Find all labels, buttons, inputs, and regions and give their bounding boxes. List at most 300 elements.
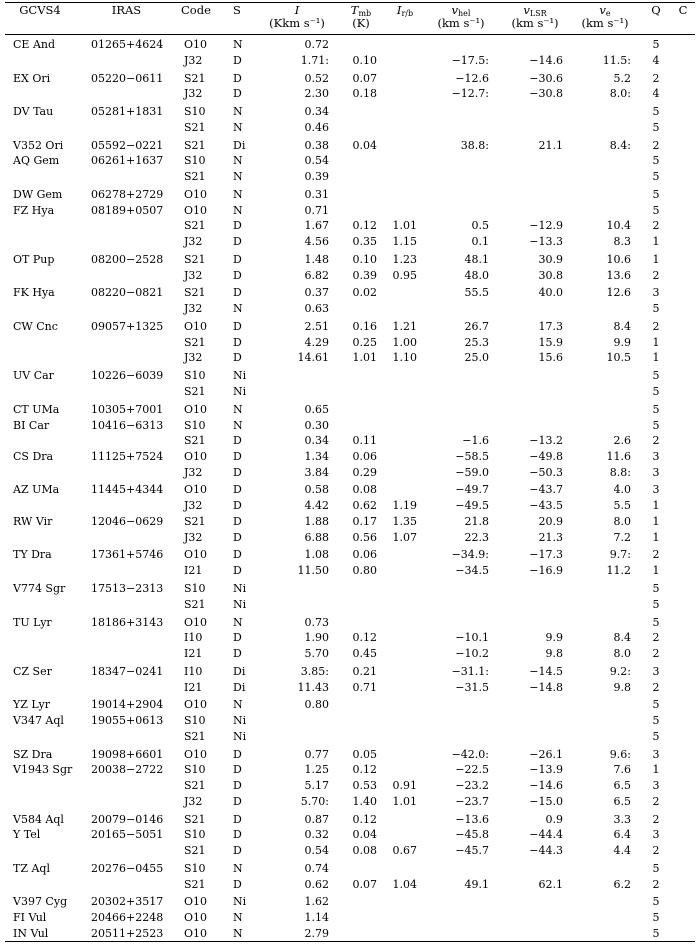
cell-ve: 11.2 <box>606 564 631 578</box>
cell-vlsr: 62.1 <box>538 877 563 891</box>
cell-vlsr: 30.8 <box>538 268 563 282</box>
cell-q: 3 <box>652 286 660 300</box>
cell-q: 3 <box>652 483 660 497</box>
cell-q: 2 <box>652 219 660 233</box>
cell-vhel: −12.6 <box>455 71 489 85</box>
cell-q: 3 <box>652 828 660 842</box>
cell-s: D <box>233 465 242 479</box>
table-row <box>5 153 695 169</box>
cell-gcvs: DW Gem <box>13 187 63 201</box>
cell-ve: 11.5: <box>602 53 631 67</box>
cell-code: S10 <box>184 714 206 727</box>
cell-tmb: 0.02 <box>352 286 377 300</box>
cell-s: N <box>233 911 243 925</box>
cell-gcvs: FK Hya <box>13 286 55 300</box>
cell-code: J32 <box>184 235 203 248</box>
cell-ve: 9.2: <box>609 664 631 678</box>
cell-s: D <box>233 252 242 266</box>
cell-i: 1.67 <box>304 219 329 233</box>
table-row <box>5 794 695 810</box>
cell-code: O10 <box>184 698 208 712</box>
cell-vhel: 25.0 <box>464 351 489 365</box>
table-row <box>5 498 695 514</box>
cell-gcvs: V774 Sgr <box>13 582 66 595</box>
cell-iras: 20511+2523 <box>91 926 164 940</box>
cell-code: S21 <box>184 219 206 233</box>
cell-iras: 05281+1831 <box>91 105 164 119</box>
cell-gcvs: RW Vir <box>13 514 53 528</box>
cell-vlsr: −26.1 <box>529 747 563 761</box>
cell-i: 6.82 <box>304 268 329 282</box>
table-row <box>5 747 695 763</box>
cell-q: 2 <box>652 646 660 660</box>
cell-iras: 12046−0629 <box>91 514 164 528</box>
cell-iras: 08220−0821 <box>91 286 164 300</box>
header-c: C <box>678 3 688 17</box>
table-row <box>5 433 695 449</box>
cell-q: 5 <box>652 615 660 629</box>
cell-i: 6.88 <box>304 530 329 544</box>
cell-i: 0.58 <box>304 483 329 497</box>
header-intensity: I (Kkm s⁻¹) <box>269 3 325 30</box>
cell-gcvs: CZ Ser <box>13 664 52 678</box>
cell-tmb: 0.10 <box>352 252 377 266</box>
cell-code: S10 <box>184 582 206 595</box>
cell-code: O10 <box>184 926 208 940</box>
table-row <box>5 465 695 481</box>
cell-tmb: 0.12 <box>352 763 377 777</box>
cell-vhel: −31.1: <box>451 664 489 678</box>
cell-gcvs: TU Lyr <box>13 615 52 629</box>
cell-code: S10 <box>184 828 206 842</box>
cell-s: Di <box>233 680 246 694</box>
cell-vhel: −22.5 <box>455 763 489 777</box>
cell-iras: 19014+2904 <box>91 698 164 712</box>
cell-iras: 18186+3143 <box>91 615 164 629</box>
table-row <box>5 581 695 597</box>
cell-s: Ni <box>233 729 247 743</box>
cell-code: S10 <box>184 861 206 875</box>
cell-gcvs: TY Dra <box>13 548 52 562</box>
table-row <box>5 713 695 729</box>
cell-ve: 4.0 <box>613 483 631 497</box>
cell-s: N <box>233 861 243 875</box>
cell-ve: 13.6 <box>606 268 631 282</box>
cell-s: N <box>233 418 243 432</box>
cell-ve: 4.4 <box>613 844 631 857</box>
cell-s: N <box>233 926 243 940</box>
cell-i: 1.48 <box>304 252 329 266</box>
cell-vhel: −10.2 <box>455 646 489 660</box>
cell-tmb: 0.11 <box>352 434 377 448</box>
cell-vlsr: −14.8 <box>529 680 563 694</box>
table-row <box>5 762 695 778</box>
cell-i: 0.72 <box>304 38 329 51</box>
table-row <box>5 86 695 102</box>
cell-q: 5 <box>652 861 660 875</box>
cell-code: S21 <box>184 877 206 891</box>
cell-irb: 0.91 <box>392 779 417 792</box>
cell-q: 2 <box>652 548 660 562</box>
cell-tmb: 0.45 <box>352 646 377 660</box>
table-row <box>5 384 695 400</box>
cell-iras: 18347−0241 <box>91 664 164 678</box>
cell-q: 5 <box>652 38 660 51</box>
table-row <box>5 169 695 185</box>
cell-iras: 20302+3517 <box>91 895 164 909</box>
table-row <box>5 252 695 268</box>
cell-ve: 9.6: <box>609 747 631 761</box>
cell-q: 5 <box>652 729 660 743</box>
table-row <box>5 71 695 87</box>
cell-ve: 8.0 <box>613 646 631 660</box>
cell-tmb: 0.71 <box>352 680 377 694</box>
cell-s: N <box>233 302 243 316</box>
cell-irb: 1.01 <box>392 219 417 233</box>
cell-ve: 7.6 <box>613 763 631 777</box>
cell-code: S21 <box>184 779 206 792</box>
cell-q: 3 <box>652 449 660 463</box>
cell-vhel: −34.5 <box>455 564 489 578</box>
cell-code: O10 <box>184 203 208 217</box>
cell-gcvs: AZ UMa <box>13 483 60 497</box>
cell-code: O10 <box>184 449 208 463</box>
cell-gcvs: V397 Cyg <box>13 895 68 909</box>
cell-ve: 9.9 <box>613 335 631 349</box>
table-row <box>5 482 695 498</box>
cell-code: O10 <box>184 548 208 562</box>
cell-s: Ni <box>233 369 247 383</box>
cell-vhel: 49.1 <box>464 877 489 891</box>
cell-tmb: 0.56 <box>352 530 377 544</box>
cell-code: S21 <box>184 138 206 152</box>
cell-s: D <box>233 564 242 578</box>
cell-vlsr: 30.9 <box>538 252 563 266</box>
cell-q: 4 <box>652 87 660 101</box>
cell-s: D <box>233 235 242 248</box>
cell-tmb: 0.10 <box>352 53 377 67</box>
cell-code: J32 <box>184 530 203 544</box>
cell-vhel: −12.7: <box>451 87 489 101</box>
cell-iras: 19098+6601 <box>91 747 164 761</box>
cell-q: 4 <box>652 53 660 67</box>
cell-vlsr: −17.3 <box>529 548 563 562</box>
cell-code: I21 <box>184 680 203 694</box>
cell-s: D <box>233 844 242 857</box>
cell-tmb: 0.35 <box>352 235 377 248</box>
cell-q: 3 <box>652 779 660 792</box>
cell-q: 1 <box>652 235 660 248</box>
cell-ve: 8.8: <box>609 465 631 479</box>
cell-q: 2 <box>652 71 660 85</box>
table-row <box>5 812 695 828</box>
cell-q: 1 <box>652 335 660 349</box>
cell-gcvs: V347 Aql <box>13 714 64 727</box>
cell-ve: 8.0 <box>613 514 631 528</box>
header-ve: $v_e$ (km s⁻¹) <box>581 3 629 30</box>
header-vlsr: $v_{LSR}$ (km s⁻¹) <box>511 3 559 30</box>
cell-s: Ni <box>233 895 247 909</box>
cell-i: 4.56 <box>304 235 329 248</box>
cell-vhel: −23.7 <box>455 794 489 808</box>
header-q: Q <box>651 3 661 17</box>
cell-s: D <box>233 548 242 562</box>
cell-gcvs: EX Ori <box>13 71 51 85</box>
cell-iras: 05220−0611 <box>91 71 164 85</box>
cell-s: D <box>233 530 242 544</box>
cell-ve: 12.6 <box>606 286 631 300</box>
cell-code: O10 <box>184 402 208 416</box>
cell-tmb: 0.80 <box>352 564 377 578</box>
cell-gcvs: UV Car <box>13 369 54 383</box>
cell-vhel: 21.8 <box>464 514 489 528</box>
cell-s: D <box>233 631 242 645</box>
cell-i: 0.38 <box>304 138 329 152</box>
header-rule <box>5 34 695 35</box>
cell-vlsr: −49.8 <box>529 449 563 463</box>
cell-vlsr: 15.9 <box>538 335 563 349</box>
cell-gcvs: SZ Dra <box>13 747 53 761</box>
cell-vhel: 38.8: <box>460 138 489 152</box>
table-row <box>5 53 695 69</box>
cell-iras: 11125+7524 <box>91 449 164 463</box>
cell-vlsr: 9.8 <box>545 646 563 660</box>
cell-vhel: −10.1 <box>455 631 489 645</box>
cell-tmb: 0.25 <box>352 335 377 349</box>
cell-gcvs: IN Vul <box>13 926 49 940</box>
cell-irb: 1.19 <box>392 499 417 513</box>
cell-q: 5 <box>652 911 660 925</box>
table-row <box>5 630 695 646</box>
cell-i: 0.65 <box>304 402 329 416</box>
cell-i: 2.51 <box>304 319 329 333</box>
cell-vhel: 0.5 <box>471 219 489 233</box>
cell-vlsr: 20.9 <box>538 514 563 528</box>
cell-i: 11.50 <box>297 564 329 578</box>
cell-iras: 08189+0507 <box>91 203 164 217</box>
cell-q: 1 <box>652 763 660 777</box>
cell-tmb: 0.04 <box>352 828 377 842</box>
cell-vhel: 25.3 <box>464 335 489 349</box>
cell-vlsr: −13.2 <box>529 434 563 448</box>
cell-s: N <box>233 120 243 134</box>
table-row <box>5 646 695 662</box>
cell-q: 5 <box>652 369 660 383</box>
cell-irb: 1.10 <box>392 351 417 365</box>
cell-iras: 08200−2528 <box>91 252 164 266</box>
table-row <box>5 319 695 335</box>
cell-irb: 1.15 <box>392 235 417 248</box>
cell-ve: 3.3 <box>613 812 631 826</box>
cell-i: 0.77 <box>304 747 329 761</box>
cell-code: O10 <box>184 747 208 761</box>
cell-q: 5 <box>652 597 660 611</box>
cell-s: Di <box>233 664 246 678</box>
cell-i: 0.54 <box>304 154 329 168</box>
cell-vlsr: −30.6 <box>529 71 563 85</box>
cell-q: 1 <box>652 530 660 544</box>
cell-iras: 06278+2729 <box>91 187 164 201</box>
cell-vhel: −13.6 <box>455 812 489 826</box>
cell-q: 5 <box>652 418 660 432</box>
cell-s: D <box>233 87 242 101</box>
cell-s: N <box>233 154 243 168</box>
cell-ve: 8.4 <box>613 631 631 645</box>
cell-i: 0.39 <box>304 170 329 184</box>
cell-vlsr: −43.5 <box>529 499 563 513</box>
cell-i: 0.63 <box>304 302 329 316</box>
cell-s: N <box>233 187 243 201</box>
cell-q: 2 <box>652 434 660 448</box>
cell-vhel: 48.1 <box>464 252 489 266</box>
cell-ve: 6.5 <box>613 779 631 792</box>
cell-s: D <box>233 779 242 792</box>
cell-s: N <box>233 38 243 51</box>
cell-q: 3 <box>652 664 660 678</box>
cell-ve: 5.5 <box>613 499 631 513</box>
cell-tmb: 0.53 <box>352 779 377 792</box>
cell-vhel: 55.5 <box>464 286 489 300</box>
cell-q: 1 <box>652 252 660 266</box>
cell-code: S10 <box>184 763 206 777</box>
cell-tmb: 0.39 <box>352 268 377 282</box>
cell-s: D <box>233 877 242 891</box>
cell-q: 2 <box>652 794 660 808</box>
table-row <box>5 234 695 250</box>
cell-iras: 05592−0221 <box>91 138 164 152</box>
cell-ve: 9.8 <box>613 680 631 694</box>
cell-i: 4.29 <box>304 335 329 349</box>
cell-q: 5 <box>652 895 660 909</box>
cell-vhel: 26.7 <box>464 319 489 333</box>
header-gcvs4: GCVS4 <box>19 3 61 17</box>
cell-code: O10 <box>184 895 208 909</box>
table-row <box>5 827 695 843</box>
cell-vhel: −49.5 <box>455 499 489 513</box>
table-row <box>5 301 695 317</box>
cell-q: 5 <box>652 402 660 416</box>
cell-i: 14.61 <box>297 351 329 365</box>
cell-vhel: −58.5 <box>455 449 489 463</box>
cell-tmb: 0.17 <box>352 514 377 528</box>
cell-i: 0.73 <box>304 615 329 629</box>
cell-vlsr: −44.4 <box>529 828 563 842</box>
cell-iras: 10226−6039 <box>91 369 164 383</box>
cell-code: O10 <box>184 187 208 201</box>
cell-iras: 20165−5051 <box>91 828 164 842</box>
table-row <box>5 563 695 579</box>
cell-tmb: 0.04 <box>352 138 377 152</box>
cell-i: 3.84 <box>304 465 329 479</box>
cell-irb: 1.21 <box>392 319 417 333</box>
cell-s: D <box>233 335 242 349</box>
cell-code: S21 <box>184 812 206 826</box>
table-row <box>5 894 695 910</box>
cell-s: D <box>233 763 242 777</box>
cell-code: S21 <box>184 252 206 266</box>
cell-s: D <box>233 71 242 85</box>
cell-tmb: 0.07 <box>352 877 377 891</box>
cell-code: S21 <box>184 170 206 184</box>
cell-q: 2 <box>652 268 660 282</box>
cell-irb: 1.07 <box>392 530 417 544</box>
table-row <box>5 418 695 434</box>
cell-vlsr: −14.5 <box>529 664 563 678</box>
cell-q: 5 <box>652 105 660 119</box>
table-row <box>5 778 695 794</box>
cell-vhel: −45.7 <box>455 844 489 857</box>
cell-vhel: −49.7 <box>455 483 489 497</box>
cell-ve: 11.6 <box>606 449 631 463</box>
cell-gcvs: CW Cnc <box>13 319 58 333</box>
cell-i: 0.31 <box>304 187 329 201</box>
cell-gcvs: AQ Gem <box>13 154 60 168</box>
cell-q: 1 <box>652 351 660 365</box>
cell-ve: 8.3 <box>613 235 631 248</box>
cell-code: S10 <box>184 369 206 383</box>
cell-i: 5.70: <box>300 794 329 808</box>
table-row <box>5 697 695 713</box>
table-row <box>5 910 695 926</box>
cell-i: 0.34 <box>304 434 329 448</box>
cell-iras: 20079−0146 <box>91 812 164 826</box>
table-row <box>5 268 695 284</box>
cell-q: 5 <box>652 154 660 168</box>
cell-q: 2 <box>652 138 660 152</box>
cell-vlsr: −16.9 <box>529 564 563 578</box>
table-row <box>5 530 695 546</box>
table-row <box>5 37 695 53</box>
cell-ve: 7.2 <box>613 530 631 544</box>
cell-code: I10 <box>184 631 203 645</box>
cell-s: N <box>233 615 243 629</box>
cell-q: 5 <box>652 170 660 184</box>
table-row <box>5 203 695 219</box>
cell-i: 0.52 <box>304 71 329 85</box>
table-row <box>5 138 695 154</box>
cell-gcvs: OT Pup <box>13 252 55 266</box>
cell-vhel: −42.0: <box>451 747 489 761</box>
cell-ve: 8.4: <box>609 138 631 152</box>
cell-code: I21 <box>184 564 203 578</box>
cell-ve: 6.4 <box>613 828 631 842</box>
cell-tmb: 0.08 <box>352 483 377 497</box>
table-row <box>5 449 695 465</box>
cell-code: J32 <box>184 268 203 282</box>
cell-code: S21 <box>184 844 206 857</box>
cell-iras: 19055+0613 <box>91 714 164 727</box>
cell-s: D <box>233 514 242 528</box>
cell-ve: 9.7: <box>609 548 631 562</box>
cell-irb: 1.01 <box>392 794 417 808</box>
cell-s: D <box>233 434 242 448</box>
table-row <box>5 547 695 563</box>
cell-code: S21 <box>184 286 206 300</box>
cell-s: N <box>233 402 243 416</box>
cell-i: 11.43 <box>297 680 329 694</box>
cell-s: Ni <box>233 582 247 595</box>
cell-vlsr: −15.0 <box>529 794 563 808</box>
cell-tmb: 0.12 <box>352 219 377 233</box>
cell-ve: 10.5 <box>606 351 631 365</box>
cell-q: 5 <box>652 302 660 316</box>
cell-i: 0.71 <box>304 203 329 217</box>
cell-vlsr: −43.7 <box>529 483 563 497</box>
cell-code: O10 <box>184 615 208 629</box>
cell-q: 5 <box>652 714 660 727</box>
cell-vlsr: −13.3 <box>529 235 563 248</box>
cell-gcvs: DV Tau <box>13 105 54 119</box>
